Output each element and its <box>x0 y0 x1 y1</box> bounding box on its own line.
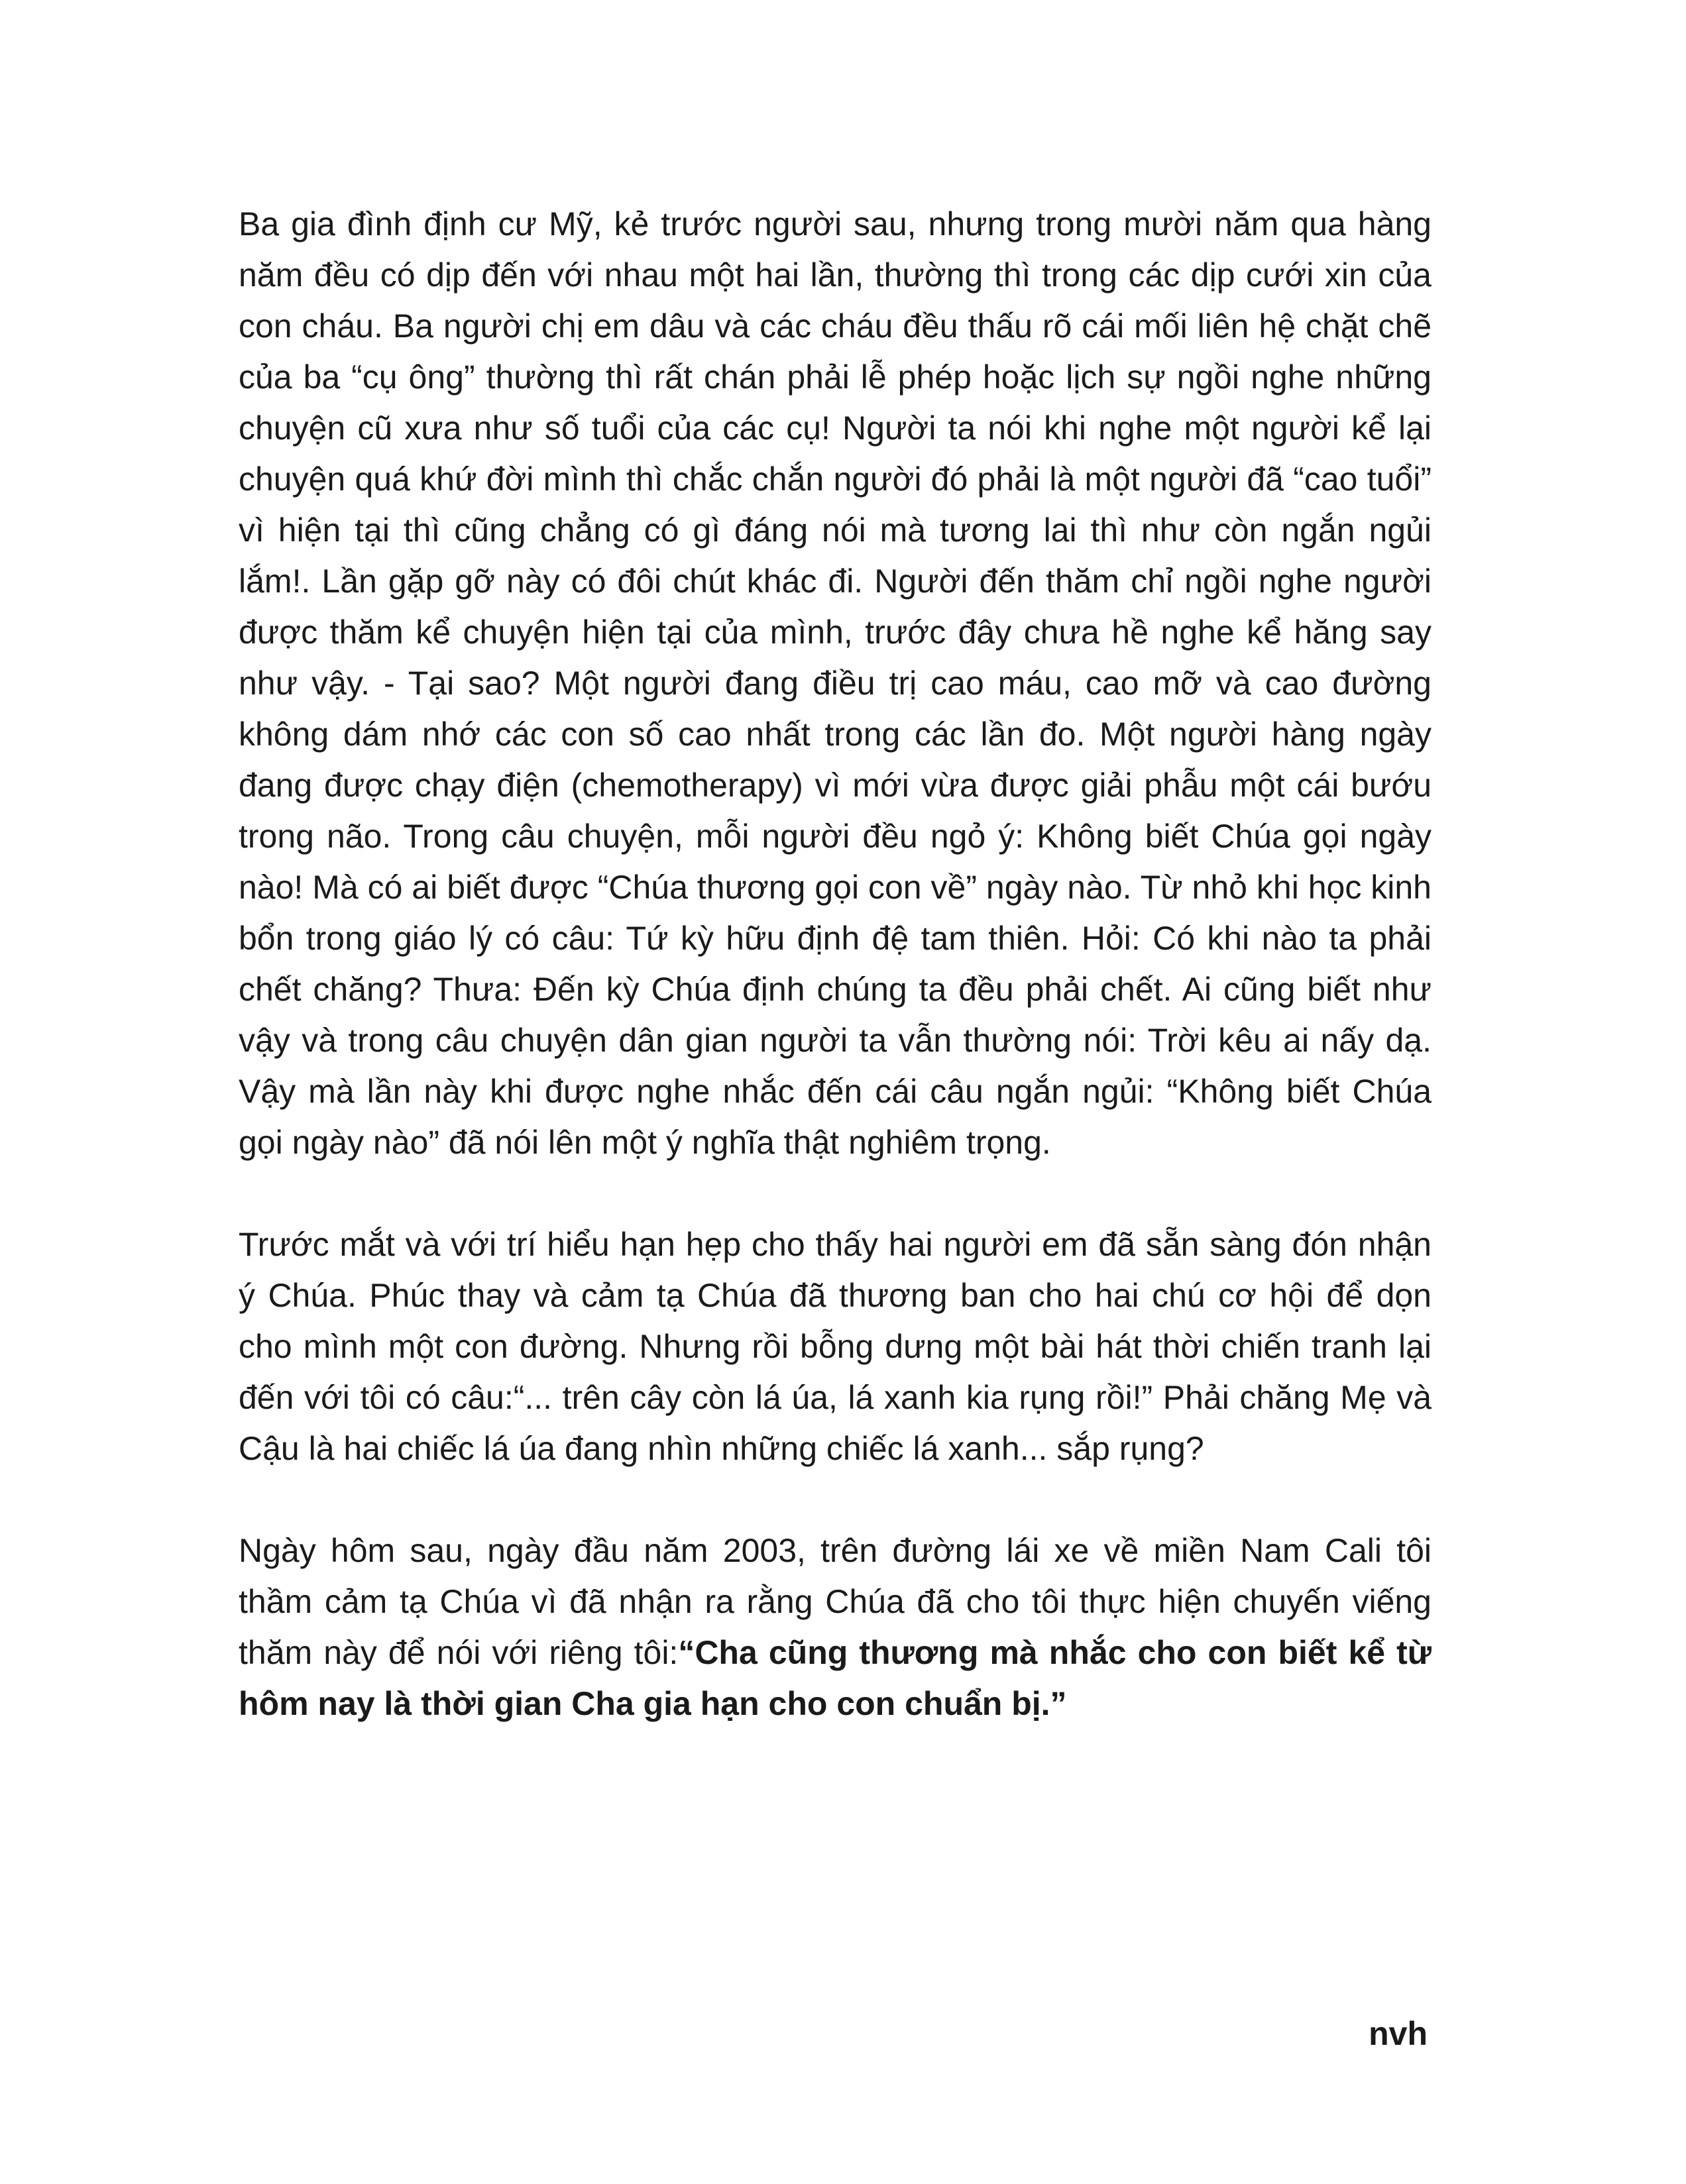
paragraph-gap <box>239 1474 1432 1525</box>
paragraph-1: Ba gia đình định cư Mỹ, kẻ trước người sau, nhưng trong mười năm qua hàng năm đều có dịp đến với nhau một hai lần, thường thì trong các dịp cưới xin của con cháu. Ba người chị em dâu và các cháu đều thấu rõ cái mối liên hệ chặt chẽ của ba “cụ ông” thường thì rất chán phải lễ phép hoặc lịch sự ngồi nghe những chuyện cũ xưa như số tuổi của các cụ! Người ta nói khi nghe một người kể lại chuyện quá khứ đời mình thì chắc chắn người đó phải là một người đã “cao tuổi” vì hiện tại thì cũng chẳng có gì đáng nói mà tương lai thì như còn ngắn ngủi lắm!. Lần gặp gỡ này có đôi chút khác đi. Người đến thăm chỉ ngồi nghe người được thăm kể chuyện hiện tại của mình, trước đây chưa hề nghe kể hăng say như vậy. - Tại sao? Một người đang điều trị cao máu, cao mỡ và cao đường không dám nhớ các con số cao nhất trong các lần đo. Một người hàng ngày đang được chạy điện (chemotherapy) vì mới vừa được giải phẫu một cái bướu trong não. Trong câu chuyện, mỗi người đều ngỏ ý: Không biết Chúa gọi ngày nào! Mà có ai biết được “Chúa thương gọi con về” ngày nào. Từ nhỏ khi học kinh bổn trong giáo lý có câu: Tứ kỳ hữu định đệ tam thiên. Hỏi: Có khi nào ta phải chết chăng? Thưa: Đến kỳ Chúa định chúng ta đều phải chết. Ai cũng biết như vậy và trong câu chuyện dân gian người ta vẫn thường nói: Trời kêu ai nấy dạ. Vậy mà lần này khi được nghe nhắc đến cái câu ngắn ngủi: “Không biết Chúa gọi ngày nào” đã nói lên một ý nghĩa thật nghiêm trọng. <box>239 205 1432 1161</box>
paragraph-gap <box>239 1168 1432 1219</box>
document-body <box>239 199 1432 1729</box>
signature: nvh <box>1369 2015 1428 2052</box>
paragraph-3-emphasis: “Cha cũng thương mà nhắc cho con biết kể từ hôm nay là thời gian Cha gia hạn cho con chuẩn bị.” <box>239 1634 1432 1722</box>
paragraph-3 <box>239 1525 1432 1729</box>
paragraph-2: Trước mắt và với trí hiểu hạn hẹp cho thấy hai người em đã sẵn sàng đón nhận ý Chúa. Phúc thay và cảm tạ Chúa đã thương ban cho hai chú cơ hội để dọn cho mình một con đường. Nhưng rồi bỗng dưng một bài hát thời chiến tranh lại đến với tôi có câu:“... trên cây còn lá úa, lá xanh kia rụng rồi!” Phải chăng Mẹ và Cậu là hai chiếc lá úa đang nhìn những chiếc lá xanh... sắp rụng? <box>239 1226 1432 1467</box>
paragraph-3-text: Ngày hôm sau, ngày đầu năm 2003, trên đường lái xe về miền Nam Cali tôi thầm cảm tạ Chúa vì đã nhận ra rằng Chúa đã cho tôi thực hiện chuyến viếng thăm này để nói với riêng tôi: <box>239 1532 1432 1671</box>
